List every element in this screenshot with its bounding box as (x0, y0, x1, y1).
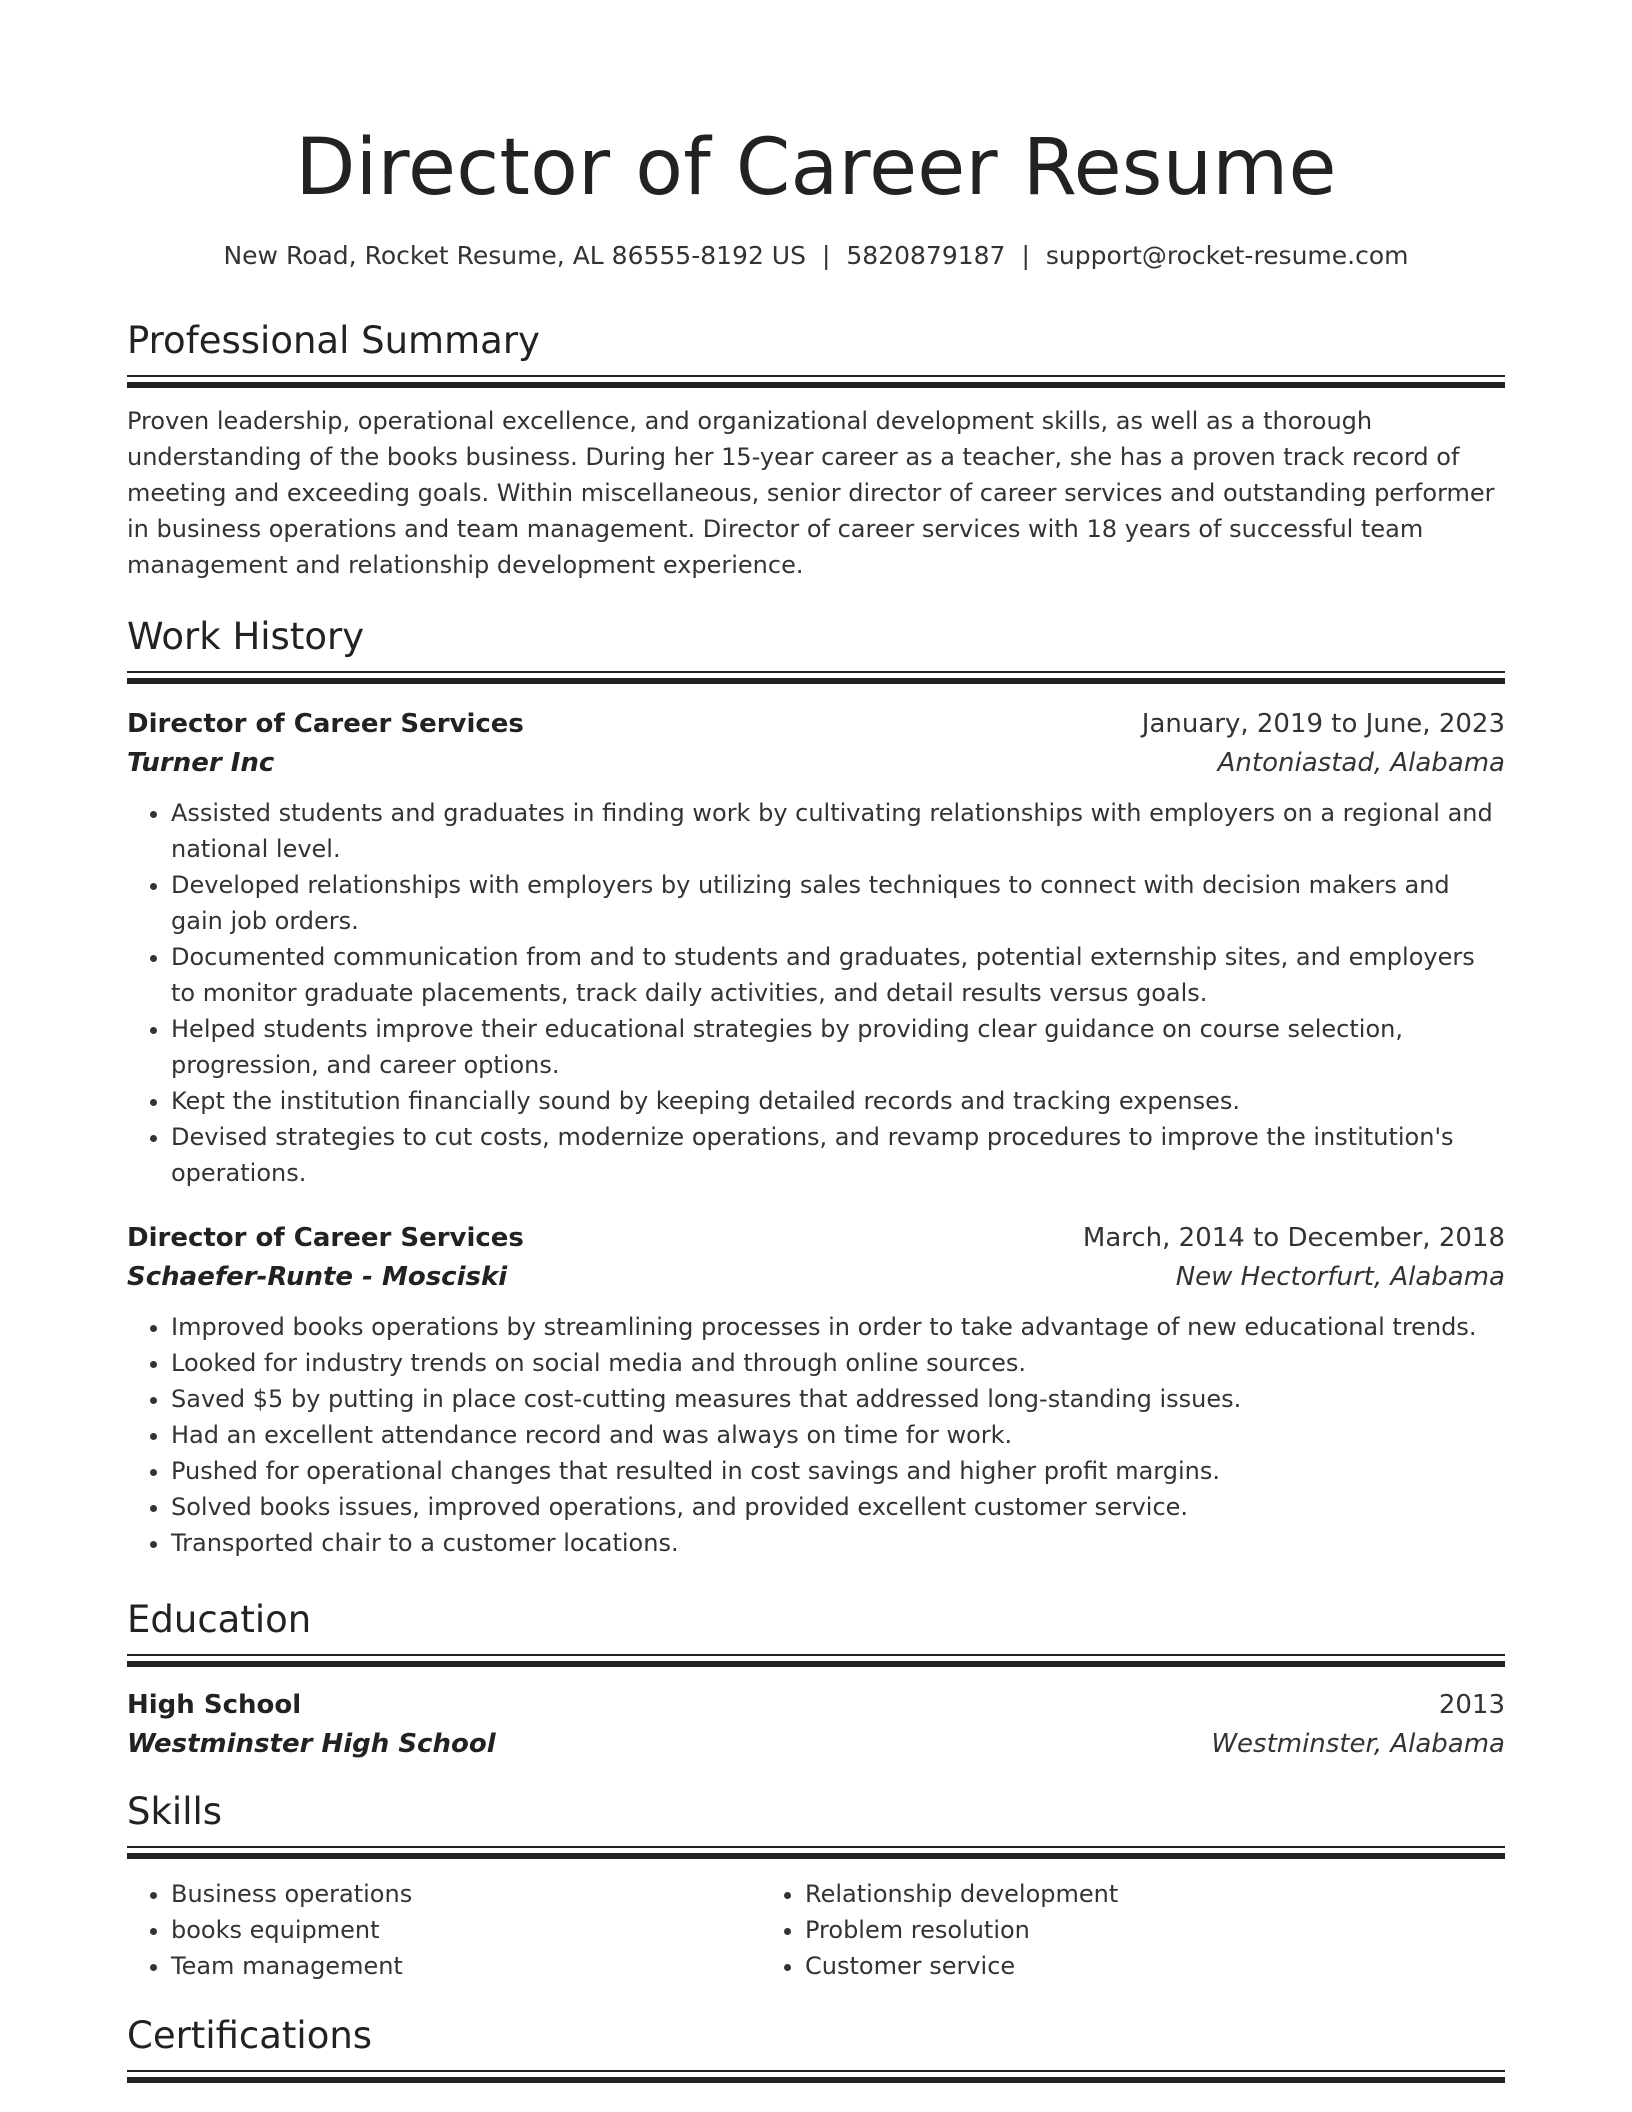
bullet-item: • Devised strategies to cut costs, modernize operations, and revamp procedures to improve the institution's operations. (171, 1119, 1505, 1191)
bullet-item: • Assisted students and graduates in finding work by cultivating relationships with employers on a regional and national level. (171, 795, 1505, 867)
skills-columns (127, 1876, 1505, 1984)
education-entry (127, 1686, 1505, 1764)
education-year: 2013 (1438, 1690, 1505, 1720)
contact-separator: | (1021, 241, 1030, 270)
certifications-section (127, 2012, 1505, 2084)
job-entry (127, 705, 1505, 1191)
skill-item: • Team management (171, 1948, 761, 1984)
bullet-item: • Kept the institution financially sound by keeping detailed records and tracking expenses. (171, 1083, 1505, 1119)
bullet-item: • Solved books issues, improved operations, and provided excellent customer service. (171, 1489, 1505, 1525)
job-company: Schaefer-Runte - Mosciski (127, 1262, 508, 1292)
bullet-item: • Documented communication from and to students and graduates, potential externship sites, and employers to monitor graduate placements, track daily activities, and detail results versus goals. (171, 939, 1505, 1011)
contact-address: New Road, Rocket Resume, AL 86555-8192 US (223, 241, 806, 270)
section-divider (127, 2070, 1505, 2084)
skills-list-left (127, 1876, 761, 1984)
job-location: New Hectorfurt, Alabama (1175, 1262, 1505, 1292)
section-heading-skills: Skills (127, 1790, 223, 1833)
skills-section (127, 1788, 1505, 1984)
summary-section (127, 317, 1505, 583)
bullet-item: • Looked for industry trends on social media and through online sources. (171, 1345, 1505, 1381)
education-school-row (127, 1724, 1505, 1764)
education-section (127, 1596, 1505, 1764)
contact-separator: | (821, 241, 831, 270)
bullet-item: • Improved books operations by streamlining processes in order to take advantage of new educational trends. (171, 1309, 1505, 1345)
job-bullets (127, 1309, 1505, 1561)
contact-phone: 5820879187 (846, 241, 1006, 270)
education-degree: High School (127, 1690, 302, 1720)
job-company-row (127, 743, 1505, 783)
skill-item: • Customer service (805, 1948, 1395, 1984)
job-company-row (127, 1257, 1505, 1297)
job-company: Turner Inc (127, 748, 275, 778)
skills-list-right (761, 1876, 1395, 1984)
skill-item: • books equipment (171, 1912, 761, 1948)
section-divider (127, 375, 1505, 389)
bullet-item: • Had an excellent attendance record and was always on time for work. (171, 1417, 1505, 1453)
job-header-row (127, 705, 1505, 743)
section-divider (127, 671, 1505, 685)
section-divider (127, 1654, 1505, 1668)
resume-title: Director of Career Resume (295, 123, 1337, 213)
bullet-item: • Helped students improve their educational strategies by providing clear guidance on course selection, progression, and career options. (171, 1011, 1505, 1083)
skill-item: • Business operations (171, 1876, 761, 1912)
education-header-row (127, 1686, 1505, 1724)
job-dates: January, 2019 to June, 2023 (1141, 709, 1505, 739)
skill-item: • Problem resolution (805, 1912, 1395, 1948)
job-header-row (127, 1219, 1505, 1257)
bullet-item: • Developed relationships with employers by utilizing sales techniques to connect with decision makers and gain job orders. (171, 867, 1505, 939)
section-heading-summary: Professional Summary (127, 319, 540, 362)
section-heading-work: Work History (127, 615, 365, 658)
job-title: Director of Career Services (127, 709, 524, 739)
summary-text: Proven leadership, operational excellence, and organizational development skills, as well as a thorough understanding of the books business. During her 15-year career as a teacher, she has a proven track record of meeting and exceeding goals. Within miscellaneous, senior director of career services and outstanding performer in business operations and team management. Director of career services with 18 years of successful team management and relationship development experience. (127, 407, 1495, 579)
job-title: Director of Career Services (127, 1223, 524, 1253)
contact-email[interactable]: support@rocket-resume.com (1045, 241, 1409, 270)
job-bullets (127, 795, 1505, 1191)
section-heading-education: Education (127, 1598, 312, 1641)
job-dates: March, 2014 to December, 2018 (1082, 1223, 1505, 1253)
bullet-item: • Transported chair to a customer locations. (171, 1525, 1505, 1561)
education-location: Westminster, Alabama (1211, 1729, 1505, 1759)
job-entry (127, 1219, 1505, 1561)
job-location: Antoniastad, Alabama (1217, 748, 1505, 778)
work-section (127, 613, 1505, 1561)
bullet-item: • Pushed for operational changes that resulted in cost savings and higher profit margins. (171, 1453, 1505, 1489)
contact-line (127, 240, 1505, 272)
skill-item: • Relationship development (805, 1876, 1395, 1912)
section-divider (127, 1846, 1505, 1860)
bullet-item: • Saved $5 by putting in place cost-cutting measures that addressed long-standing issues. (171, 1381, 1505, 1417)
section-heading-certifications: Certifications (127, 2014, 373, 2057)
education-school: Westminster High School (127, 1729, 496, 1759)
